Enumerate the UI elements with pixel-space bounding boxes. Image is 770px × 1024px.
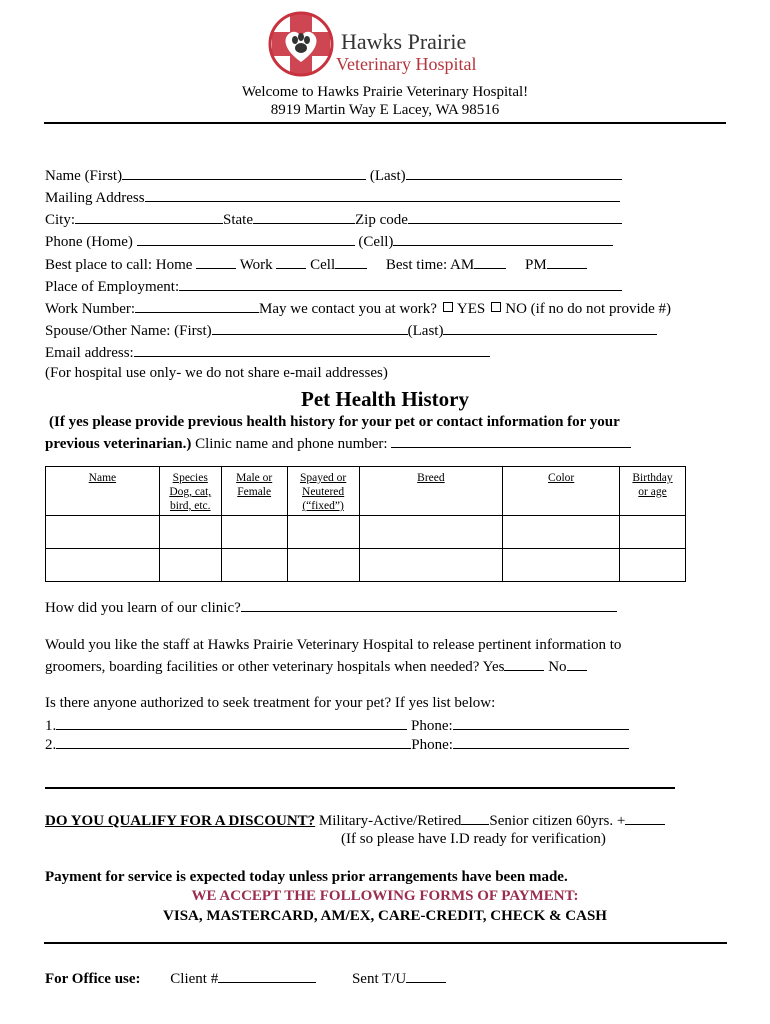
table-row: [46, 549, 686, 582]
pm-label: PM: [524, 257, 547, 273]
auth-2-phone-field[interactable]: [453, 734, 629, 749]
discount-question: DO YOU QUALIFY FOR A DISCOUNT?: [45, 813, 316, 829]
client-field[interactable]: [218, 968, 316, 983]
name-row: [45, 165, 622, 185]
col-color: [503, 467, 620, 516]
last-name-label: (Last): [369, 168, 406, 184]
col-breed-label: Breed: [417, 472, 445, 484]
payment-expected: Payment for service is expected today unless prior arrangements have been made.: [45, 869, 568, 885]
work-number-field[interactable]: [135, 298, 259, 313]
state-field[interactable]: [253, 209, 355, 224]
logo-subtitle: Veterinary Hospital: [336, 54, 477, 74]
col-spayed-label: Spayed or Neutered (“fixed”): [299, 472, 347, 512]
senior-label: Senior citizen 60yrs. +: [489, 813, 626, 829]
payment-methods: VISA, MASTERCARD, AM/EX, CARE-CREDIT, CHECK & CASH: [163, 908, 607, 924]
last-name-field[interactable]: [406, 165, 622, 180]
pet-history-title: Pet Health History: [301, 387, 469, 411]
welcome-text: Welcome to Hawks Prairie Veterinary Hospital!: [241, 84, 529, 100]
table-cell[interactable]: [221, 549, 287, 582]
employment-row: [45, 276, 622, 296]
no-label: NO (if no do not provide #): [505, 301, 672, 317]
table-cell[interactable]: [503, 549, 620, 582]
pm-field[interactable]: [547, 254, 587, 269]
table-cell[interactable]: [620, 549, 686, 582]
col-birthday-label: Birthday or age: [632, 472, 673, 498]
cell-label: Cell: [310, 257, 336, 273]
learn-field[interactable]: [241, 597, 617, 612]
col-sex: [221, 467, 287, 516]
table-cell[interactable]: [359, 549, 503, 582]
auth-1-phone-label: Phone:: [411, 718, 453, 734]
email-note: (For hospital use only- we do not share e-mail addresses): [45, 365, 388, 381]
yes-label: YES: [456, 301, 486, 317]
work-number-label: Work Number:: [45, 301, 136, 317]
spouse-last-field[interactable]: [443, 320, 657, 335]
learn-label: How did you learn of our clinic?: [45, 600, 241, 616]
employment-field[interactable]: [179, 276, 622, 291]
city-row: [45, 209, 622, 229]
email-field[interactable]: [134, 342, 490, 357]
employment-label: Place of Employment:: [45, 279, 180, 295]
release-no-label: No: [548, 659, 567, 675]
table-cell[interactable]: [159, 549, 221, 582]
release-no-field[interactable]: [567, 656, 587, 671]
spouse-row: [45, 320, 657, 340]
release-label: groomers, boarding facilities or other veterinary hospitals when needed? Yes: [45, 659, 505, 675]
email-label: Email address:: [45, 345, 134, 361]
office-label: For Office use:: [45, 971, 141, 987]
pet-history-note: (If yes please provide previous health history for your pet or contact information for your: [49, 414, 620, 430]
discount-row: [45, 810, 665, 830]
home-phone-field[interactable]: [137, 231, 355, 246]
spouse-first-field[interactable]: [212, 320, 408, 335]
client-label: Client #: [170, 971, 219, 987]
first-name-label: Name (First): [45, 168, 123, 184]
zip-label: Zip code: [355, 212, 408, 228]
mailing-label: Mailing Address: [45, 190, 145, 206]
pet-history-note-2: previous veterinarian.): [45, 436, 192, 452]
release-yes-field[interactable]: [504, 656, 544, 671]
table-cell[interactable]: [46, 516, 160, 549]
release-line-1: Would you like the staff at Hawks Prairie Veterinary Hospital to release pertinent information to: [45, 637, 622, 653]
clinic-row: [45, 433, 631, 453]
release-row: [45, 656, 587, 676]
pet-table-header: [46, 467, 686, 516]
zip-field[interactable]: [408, 209, 622, 224]
col-name-label: Name: [88, 472, 117, 484]
mailing-row: [45, 187, 620, 207]
sent-field[interactable]: [406, 968, 446, 983]
col-name: [46, 467, 160, 516]
col-spayed: [287, 467, 359, 516]
city-label: City:: [45, 212, 76, 228]
city-field[interactable]: [75, 209, 223, 224]
work-field[interactable]: [276, 254, 306, 269]
yes-checkbox[interactable]: [443, 302, 453, 312]
table-cell[interactable]: [359, 516, 503, 549]
pet-table: [45, 466, 686, 582]
clinic-field[interactable]: [391, 433, 631, 448]
mailing-field[interactable]: [145, 187, 620, 202]
military-label: Military-Active/Retired: [315, 813, 462, 829]
sent-label: Sent T/U: [351, 971, 407, 987]
contact-question: May we contact you at work?: [259, 301, 437, 317]
spouse-last-label: (Last): [407, 323, 444, 339]
state-label: State: [223, 212, 254, 228]
military-field[interactable]: [461, 810, 489, 825]
auth-2-phone-label: Phone:: [411, 737, 453, 753]
auth-1-phone-field[interactable]: [453, 715, 629, 730]
best-time-label: Best time: AM: [385, 257, 475, 273]
auth-row-1: [45, 715, 629, 735]
table-cell[interactable]: [287, 549, 359, 582]
id-note: (If so please have I.D ready for verification): [341, 831, 606, 847]
table-cell[interactable]: [46, 549, 160, 582]
home-field[interactable]: [196, 254, 236, 269]
col-color-label: Color: [548, 472, 575, 484]
cell-phone-field[interactable]: [393, 231, 613, 246]
cell-phone-label: (Cell): [358, 234, 394, 250]
best-call-row: [45, 254, 587, 274]
auth-1-number: 1.: [45, 718, 57, 734]
authorized-label: Is there anyone authorized to seek treatment for your pet? If yes list below:: [45, 695, 496, 711]
auth-2-name-field[interactable]: [56, 734, 411, 749]
office-row: [45, 968, 446, 988]
auth-row-2: [45, 734, 629, 754]
table-cell[interactable]: [620, 516, 686, 549]
footer-divider: [44, 942, 727, 944]
learn-row: [45, 597, 617, 617]
spouse-first-label: Spouse/Other Name: (First): [45, 323, 212, 339]
clinic-label: Clinic name and phone number:: [191, 436, 388, 452]
table-cell[interactable]: [159, 516, 221, 549]
auth-2-number: 2.: [45, 737, 57, 753]
payment-accept: WE ACCEPT THE FOLLOWING FORMS OF PAYMENT:: [191, 888, 579, 904]
work-label: Work: [239, 257, 273, 273]
first-name-field[interactable]: [122, 165, 366, 180]
table-cell[interactable]: [221, 516, 287, 549]
best-place-label: Best place to call: Home: [45, 257, 193, 273]
work-number-row: [45, 298, 671, 318]
table-cell[interactable]: [503, 516, 620, 549]
address-text: 8919 Martin Way E Lacey, WA 98516: [270, 102, 500, 118]
logo: [268, 10, 338, 80]
am-field[interactable]: [474, 254, 506, 269]
email-row: [45, 342, 490, 362]
no-checkbox[interactable]: [491, 302, 501, 312]
logo-title: Hawks Prairie: [341, 29, 467, 54]
col-birthday: [620, 467, 686, 516]
col-breed: [359, 467, 503, 516]
table-row: [46, 516, 686, 549]
col-species-label: Species Dog, cat, bird, etc.: [169, 472, 212, 512]
header-divider: [44, 122, 726, 124]
section-divider: [45, 787, 675, 789]
cell-field[interactable]: [335, 254, 367, 269]
col-sex-label: Male or Female: [236, 472, 273, 498]
auth-1-name-field[interactable]: [56, 715, 407, 730]
home-phone-label: Phone (Home): [45, 234, 133, 250]
table-cell[interactable]: [287, 516, 359, 549]
senior-field[interactable]: [625, 810, 665, 825]
phone-row: [45, 231, 613, 251]
col-species: [159, 467, 221, 516]
